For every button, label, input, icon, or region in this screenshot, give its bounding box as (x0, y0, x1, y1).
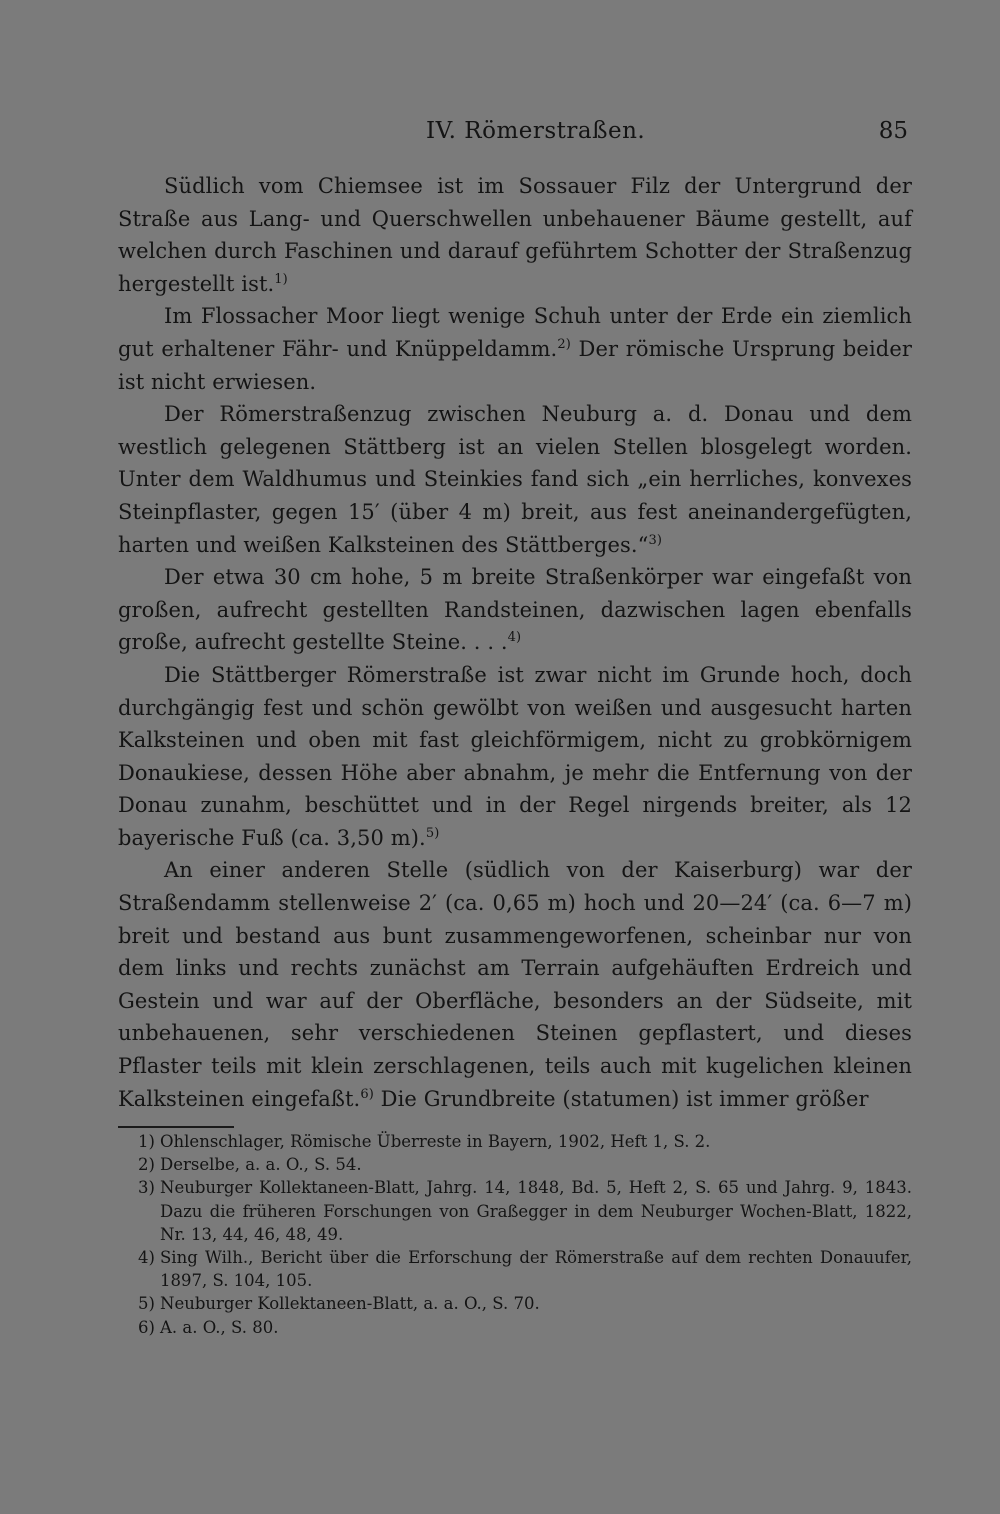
footnote-text: Derselbe, a. a. O., S. 54. (160, 1155, 362, 1175)
body-text (118, 170, 912, 1115)
footnote-ref: 4) (507, 630, 522, 646)
footnote (118, 1316, 912, 1339)
paragraph: Der Römerstraßenzug zwischen Neuburg a. d. Donau und dem westlich gelegenen Stättberg ist an vielen Stellen blosgelegt worden. Unter dem Waldhumus und Steinkies fand sich „ein herrliches, konvexes Steinpflaster, gegen 15′ (über 4 m) breit, aus fest aneinandergefügten, harten und weißen Kalksteinen des Stättberges.“$^{3)}$ (118, 402, 912, 557)
footnote-ref: 2) (557, 336, 571, 352)
footnote-number: 2) (138, 1155, 155, 1175)
footnote-divider (118, 1126, 234, 1128)
paragraph: Die Stättberger Römerstraße ist zwar nicht im Grunde hoch, doch durchgängig fest und schön gewölbt von weißen und ausgesucht harten Kalksteinen und oben mit fast gleichförmigem, nicht zu grobkörnigem Donaukiese, dessen Höhe aber abnahm, je mehr die Entfernung von der Donau zunahm, beschüttet und in der Regel nirgends breiter, als 12 bayerische Fuß (ca. 3,50 m).$^{5)}$ (118, 662, 912, 850)
footnote-number: 5) (138, 1294, 155, 1314)
paragraph: An einer anderen Stelle (südlich von der Kaiserburg) war der Straßendamm stellenweise 2′ (ca. 0,65 m) hoch und 20—24′ (ca. 6—7 m) breit und bestand aus bunt zusammengeworfenen, scheinbar nur von dem links und rechts zunächst am Terrain aufgehäuften Erdreich und Gestein und war auf der Oberfläche, besonders an der Südseite, mit unbehauenen, sehr verschiedenen Steinen gepflastert, und dieses Pflaster teils mit klein zerschlagenen, teils auch mit kugelichen kleinen Kalksteinen eingefaßt.$^{6)}$ Die Grundbreite (statumen) ist immer größer (118, 858, 912, 1111)
footnote-text: Neuburger Kollektaneen-Blatt, a. a. O., S. 70. (160, 1294, 540, 1314)
footnotes (118, 1130, 912, 1339)
footnote-number: 3) (138, 1178, 155, 1198)
footnote-number: 4) (138, 1248, 155, 1268)
footnote-number: 1) (138, 1132, 155, 1151)
footnote (118, 1292, 912, 1315)
footnote (118, 1130, 912, 1153)
page-number: 85 (878, 118, 908, 144)
footnote-ref: 5) (425, 825, 440, 841)
footnote-ref: 3) (648, 532, 663, 548)
footnote-text: A. a. O., S. 80. (160, 1317, 279, 1337)
footnote-ref: 6) (360, 1086, 374, 1102)
paragraph: Im Flossacher Moor liegt wenige Schuh unter der Erde ein ziemlich gut erhaltener Fähr- und Knüppeldamm.$^{2)}$ Der römische Ursprung beider ist nicht erwiesen. (118, 304, 912, 394)
footnote-number: 6) (138, 1317, 155, 1337)
paragraph: Südlich vom Chiemsee ist im Sossauer Filz der Untergrund der Straße aus Lang- und Querschwellen unbehauener Bäume gestellt, auf welchen durch Faschinen und darauf geführtem Schotter der Straßenzug hergestellt ist.$^{1)}$ (118, 174, 912, 296)
footnote (118, 1153, 912, 1176)
footnote (118, 1246, 912, 1292)
footnote-ref: 1) (274, 271, 288, 287)
paragraph: Der etwa 30 cm hohe, 5 m breite Straßenkörper war eingefaßt von großen, aufrecht gestellten Randsteinen, dazwischen lagen ebenfalls große, aufrecht gestellte Steine. . . .$^{4)}$ (118, 565, 912, 655)
footnote-text: Ohlenschlager, Römische Überreste in Bayern, 1902, Heft 1, S. 2. (160, 1132, 711, 1151)
footnote (118, 1176, 912, 1246)
page-header (118, 118, 912, 152)
footnote-text: Neuburger Kollektaneen-Blatt, Jahrg. 14, 1848, Bd. 5, Heft 2, S. 65 und Jahrg. 9, 1843. Dazu die früheren Forschungen von Graßegger in dem Neuburger Wochen-Blatt, 1822, Nr. 13, 44, 46, 48, 49. (160, 1178, 912, 1244)
footnote-text: Sing Wilh., Bericht über die Erforschung der Römerstraße auf dem rechten Donauufer, 1897, S. 104, 105. (160, 1248, 912, 1291)
running-title: IV. Römerstraßen. (426, 118, 646, 144)
